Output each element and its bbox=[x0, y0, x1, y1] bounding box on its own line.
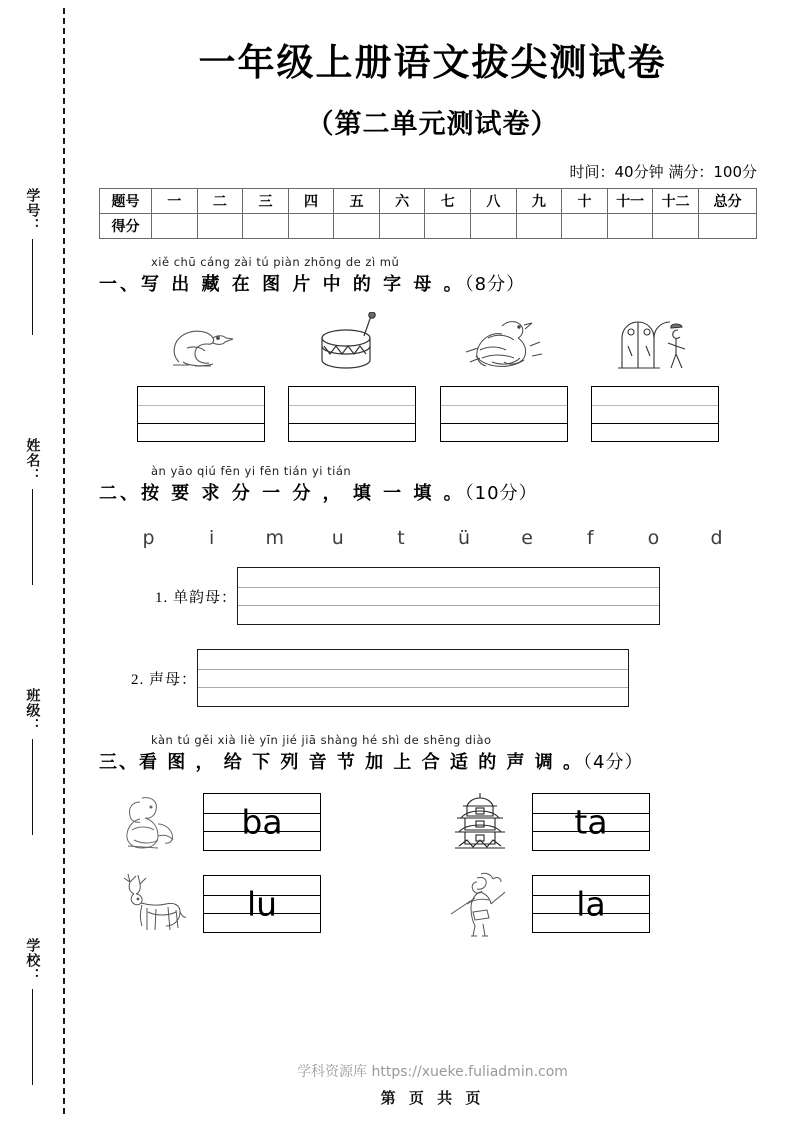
score-cell-total[interactable] bbox=[699, 214, 757, 239]
col-header-3: 三 bbox=[243, 189, 289, 214]
question-3-number: 三、 bbox=[99, 752, 139, 773]
question-2-number: 二、 bbox=[99, 483, 141, 504]
margin-write-rule bbox=[32, 239, 33, 335]
letter-option-7: e bbox=[521, 527, 534, 549]
question-1-picture-row bbox=[99, 312, 757, 442]
question-1-pinyin: xiě chū cáng zài tú piàn zhōng de zì mǔ bbox=[151, 255, 400, 269]
question-3-item-4 bbox=[428, 870, 757, 938]
question-1-item-2 bbox=[288, 312, 416, 442]
bird-nest-icon bbox=[462, 312, 546, 374]
pagoda-icon bbox=[428, 790, 532, 854]
score-cell-6[interactable] bbox=[379, 214, 425, 239]
question-1-answer-box-2[interactable] bbox=[288, 386, 416, 442]
margin-write-rule bbox=[32, 739, 33, 835]
margin-write-rule bbox=[32, 489, 33, 585]
col-header-2: 二 bbox=[197, 189, 243, 214]
col-header-4: 四 bbox=[288, 189, 334, 214]
question-1-score: （8分） bbox=[464, 274, 526, 295]
question-2-label-initials: 2. 声母： bbox=[131, 671, 198, 688]
question-1-item-3 bbox=[440, 312, 568, 442]
col-header-5: 五 bbox=[334, 189, 380, 214]
col-header-1: 一 bbox=[152, 189, 198, 214]
margin-field-student-id[interactable] bbox=[6, 188, 58, 335]
question-3-syllable-box-4[interactable] bbox=[532, 875, 650, 933]
question-3-syllable-text-4: la bbox=[576, 884, 606, 924]
question-3-syllable-text-2: ta bbox=[574, 802, 608, 842]
arch-door-icon bbox=[616, 312, 694, 374]
question-2-letter-bank bbox=[99, 527, 757, 549]
score-cell-7[interactable] bbox=[425, 214, 471, 239]
margin-field-student-name[interactable] bbox=[6, 438, 58, 585]
duck-icon bbox=[165, 312, 237, 374]
score-cell-8[interactable] bbox=[471, 214, 517, 239]
letter-option-10: d bbox=[710, 527, 724, 549]
question-3-pinyin: kàn tú gěi xià liè yīn jié jiā shàng hé shì de shēng diào bbox=[151, 733, 492, 747]
question-1-text: 写 出 藏 在 图 片 中 的 字 母 。 bbox=[141, 274, 465, 295]
question-1-answer-box-4[interactable] bbox=[591, 386, 719, 442]
question-3-item-3 bbox=[99, 870, 428, 938]
score-table bbox=[99, 188, 757, 239]
question-2-score: （10分） bbox=[464, 483, 538, 504]
page-title: 一年级上册语文拔尖测试卷 bbox=[198, 41, 667, 84]
question-1-title bbox=[99, 270, 757, 296]
question-2-pinyin: àn yāo qiú fēn yi fēn tián yi tián bbox=[151, 464, 352, 478]
question-2-block bbox=[72, 464, 793, 707]
question-3-syllable-text-1: ba bbox=[241, 802, 283, 842]
table-row-question-numbers bbox=[100, 189, 757, 214]
question-3-syllable-box-2[interactable] bbox=[532, 793, 650, 851]
margin-write-rule bbox=[32, 989, 33, 1085]
row-label-score: 得分 bbox=[100, 214, 152, 239]
row-label-question-no: 题号 bbox=[100, 189, 152, 214]
drum-icon bbox=[316, 312, 388, 374]
score-cell-12[interactable] bbox=[653, 214, 699, 239]
question-3-syllable-box-1[interactable] bbox=[203, 793, 321, 851]
margin-label-student-id: 学号： bbox=[24, 188, 41, 233]
question-2-answer-box-simple-finals[interactable] bbox=[237, 567, 660, 625]
col-header-11: 十一 bbox=[607, 189, 653, 214]
person-pulling-icon bbox=[428, 870, 532, 938]
col-header-8: 八 bbox=[471, 189, 517, 214]
letter-option-3: m bbox=[265, 527, 285, 549]
page-subtitle: （第二单元测试卷） bbox=[306, 109, 559, 140]
question-1-item-1 bbox=[137, 312, 265, 442]
question-1-answer-box-1[interactable] bbox=[137, 386, 265, 442]
margin-label-class: 班级： bbox=[24, 688, 41, 733]
score-cell-9[interactable] bbox=[516, 214, 562, 239]
margin-label-student-name: 姓名： bbox=[24, 438, 41, 483]
left-margin-strip bbox=[0, 0, 72, 1122]
margin-label-school: 学校： bbox=[24, 938, 41, 983]
question-2-row-simple-finals bbox=[99, 567, 757, 625]
margin-field-school[interactable] bbox=[6, 938, 58, 1085]
letter-option-2: i bbox=[208, 527, 216, 549]
question-2-text: 按 要 求 分 一 分 ， 填 一 填 。 bbox=[141, 483, 465, 504]
letter-option-5: t bbox=[397, 527, 406, 549]
col-header-total: 总分 bbox=[699, 189, 757, 214]
col-header-6: 六 bbox=[379, 189, 425, 214]
score-table-container bbox=[72, 182, 793, 239]
question-1-answer-box-3[interactable] bbox=[440, 386, 568, 442]
score-cell-4[interactable] bbox=[288, 214, 334, 239]
question-1-heading bbox=[99, 255, 757, 296]
score-cell-11[interactable] bbox=[607, 214, 653, 239]
question-1-block bbox=[72, 255, 793, 442]
cut-dashed-line bbox=[63, 8, 65, 1114]
letter-option-9: o bbox=[647, 527, 661, 549]
question-3-heading bbox=[99, 733, 757, 774]
question-1-number: 一、 bbox=[99, 274, 141, 295]
score-cell-2[interactable] bbox=[197, 214, 243, 239]
letter-option-1: p bbox=[142, 527, 156, 549]
question-2-row-initials bbox=[99, 649, 757, 707]
col-header-9: 九 bbox=[516, 189, 562, 214]
question-3-syllable-box-3[interactable] bbox=[203, 875, 321, 933]
question-3-item-1 bbox=[99, 790, 428, 854]
question-3-block bbox=[72, 733, 793, 938]
margin-field-class[interactable] bbox=[6, 688, 58, 835]
deer-icon bbox=[99, 872, 203, 936]
page-footer bbox=[72, 1061, 793, 1108]
col-header-10: 十 bbox=[562, 189, 608, 214]
question-2-heading bbox=[99, 464, 757, 505]
score-cell-5[interactable] bbox=[334, 214, 380, 239]
question-3-score: （4分） bbox=[583, 752, 644, 773]
question-3-syllable-grid bbox=[99, 790, 757, 938]
question-1-item-4 bbox=[591, 312, 719, 442]
question-3-syllable-text-3: lu bbox=[246, 884, 278, 924]
exam-meta-info: 时间：40分钟 满分：100分 bbox=[569, 163, 757, 181]
letter-option-8: f bbox=[586, 527, 595, 549]
question-3-title bbox=[99, 748, 757, 774]
table-row-scores bbox=[100, 214, 757, 239]
question-2-title bbox=[99, 479, 757, 505]
mother-baby-icon bbox=[99, 790, 203, 854]
score-cell-1[interactable] bbox=[152, 214, 198, 239]
score-cell-10[interactable] bbox=[562, 214, 608, 239]
question-2-label-simple-finals: 1. 单韵母： bbox=[155, 589, 238, 606]
score-cell-3[interactable] bbox=[243, 214, 289, 239]
col-header-12: 十二 bbox=[653, 189, 699, 214]
col-header-7: 七 bbox=[425, 189, 471, 214]
watermark-text: 学科资源库 https://xueke.fuliadmin.com bbox=[297, 1064, 568, 1080]
letter-option-4: u bbox=[331, 527, 345, 549]
page-number-text: 第 页 共 页 bbox=[380, 1089, 485, 1107]
letter-option-6: ü bbox=[458, 527, 472, 549]
question-2-answer-box-initials[interactable] bbox=[197, 649, 629, 707]
question-3-text: 看 图 ， 给 下 列 音 节 加 上 合 适 的 声 调 。 bbox=[139, 752, 583, 773]
question-3-item-2 bbox=[428, 790, 757, 854]
test-paper-page bbox=[72, 0, 793, 1122]
